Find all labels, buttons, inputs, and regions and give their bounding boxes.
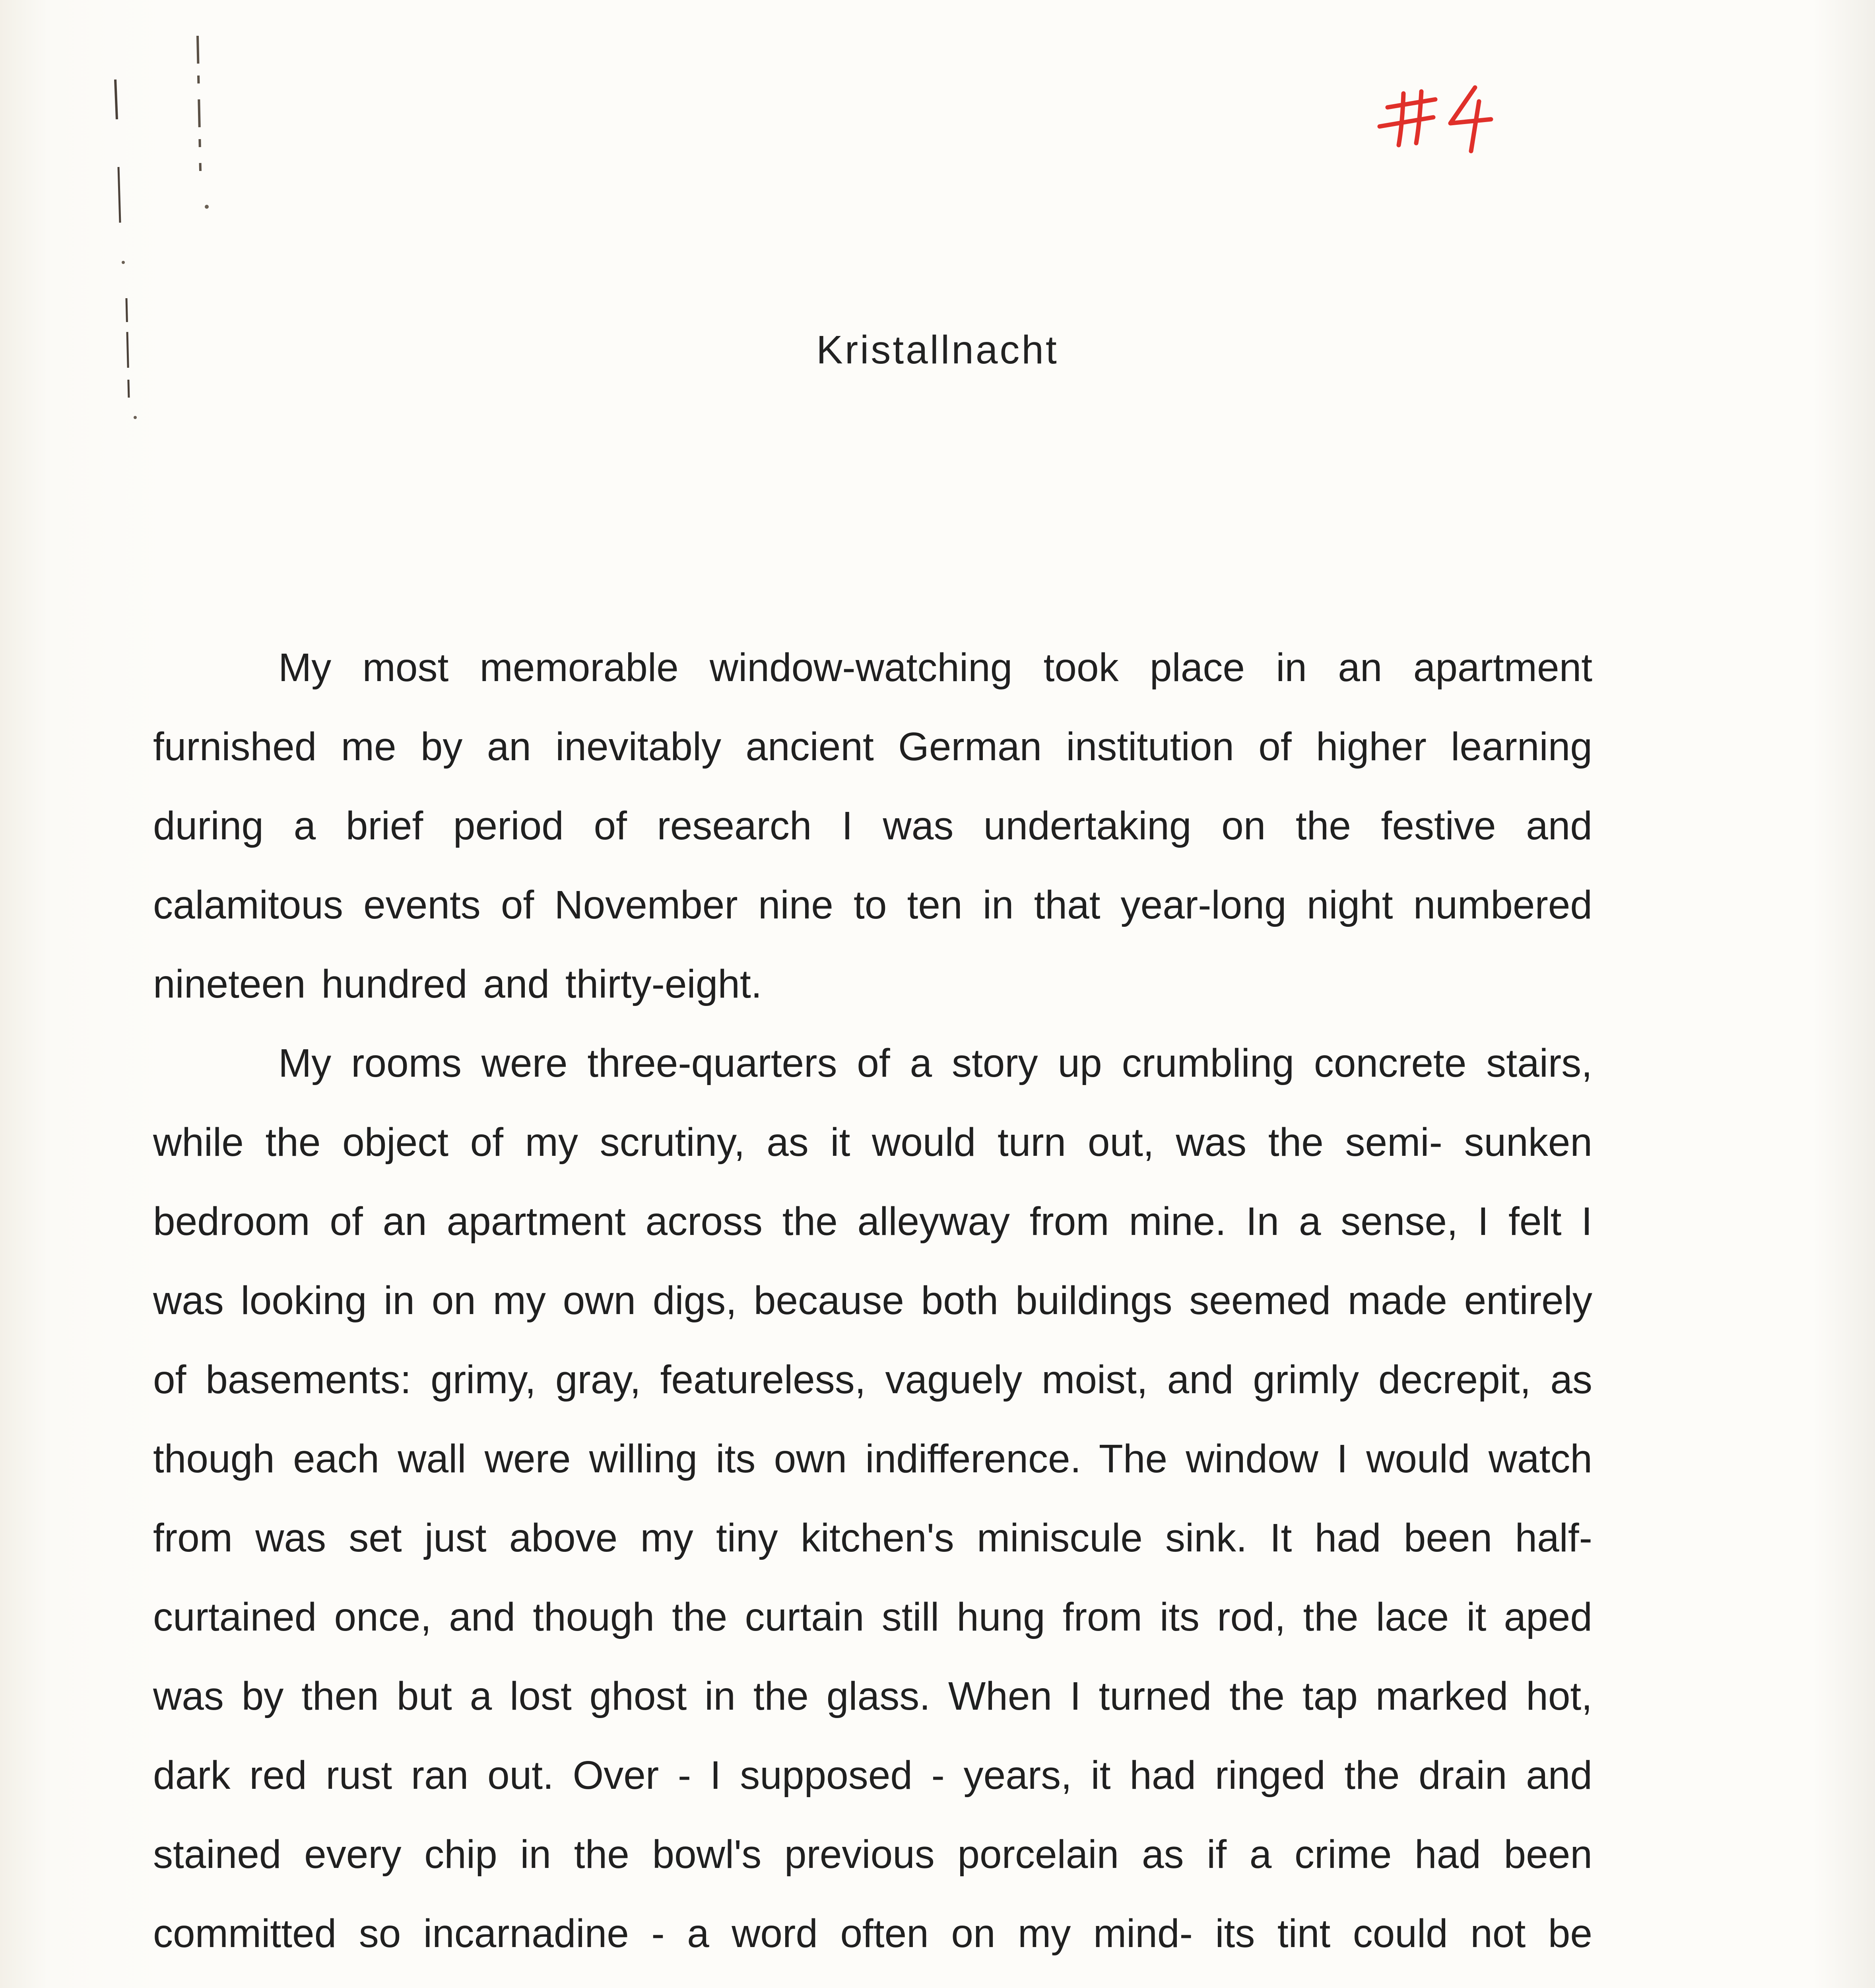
paragraph: My rooms were three-quarters of a story up crumbling concrete stairs, while the object of my scrutiny, as it would turn out, was the semi- sunken bedroom of an apartment across the alleyway from mine. In a sense, I felt I was looking in on my own digs, because both buildings seemed made entirely of basements: grimy, gray, featureless, vaguely moist, and grimly decrepit, as though each wall were willing its own indifference. The window I would watch from was set just above my tiny kitchen's miniscule sink. It had been half-curtained once, and though the curtain still hung from its rod, the lace it aped was by then but a lost ghost in the glass. When I turned the tap marked hot, dark red rust ran out. Over - I supposed - years, it had ringed the drain and stained every chip in the bowl's previous porcelain as if a crime had been committed so incarnadine - a word often on my mind- its tint could not be xyxy=(153,1041,1592,1956)
paragraph: My most memorable window-watching took place in an apartment furnished me by an inevitably ancient German institution of higher learning during a brief period of research I was undertaking on the festive and calamitous events of November nine to ten in that year-long night numbered nineteen hundred and thirty-eight. xyxy=(153,645,1592,1006)
document-body xyxy=(153,628,1592,1988)
document-title: Kristallnacht xyxy=(816,328,1059,372)
handwritten-page-number xyxy=(1360,80,1503,159)
binding-marks xyxy=(0,0,239,477)
handwritten-hash-four-icon xyxy=(1360,80,1503,159)
